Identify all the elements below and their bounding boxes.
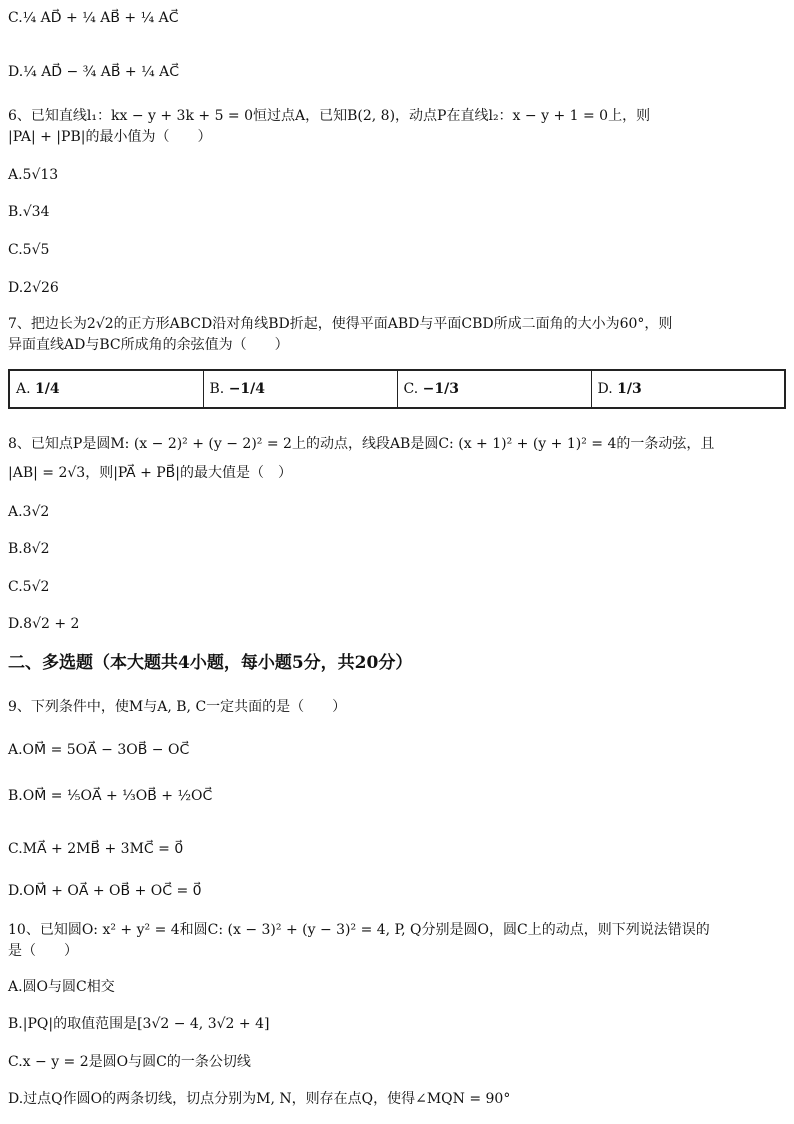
line-q10a: 10、已知圆O: x² + y² = 4和圆C: (x − 3)² + (y − 3)² = 4, P, Q分别是圆O，圆C上的动点，则下列说法错误的 bbox=[8, 922, 710, 938]
option-label: B. bbox=[209, 381, 229, 397]
line-q8A: A.3√2 bbox=[8, 504, 50, 520]
line-q6C: C.5√5 bbox=[8, 242, 50, 258]
option-value: 1/4 bbox=[35, 381, 60, 397]
line-q5c: C.¼ AD⃗ + ¼ AB⃗ + ¼ AC⃗ bbox=[8, 10, 179, 26]
q7-option-c bbox=[397, 370, 591, 408]
line-q10b: 是（ ） bbox=[8, 943, 78, 959]
line-q9: 9、下列条件中，使M与A, B, C一定共面的是（ ） bbox=[8, 699, 347, 715]
option-value: 1/3 bbox=[617, 381, 642, 397]
line-q6D: D.2√26 bbox=[8, 280, 59, 296]
line-q9B: B.OM⃗ = ⅕OA⃗ + ⅓OB⃗ + ½OC⃗ bbox=[8, 788, 213, 804]
q7-option-a bbox=[9, 370, 203, 408]
line-q8B: B.8√2 bbox=[8, 541, 50, 557]
line-sec2: 二、多选题（本大题共4小题，每小题5分，共20分） bbox=[8, 653, 413, 673]
option-label: D. bbox=[597, 381, 618, 397]
line-q10C: C.x − y = 2是圆O与圆C的一条公切线 bbox=[8, 1054, 251, 1070]
line-q8C: C.5√2 bbox=[8, 579, 50, 595]
line-q7a: 7、把边长为2√2的正方形ABCD沿对角线BD折起，使得平面ABD与平面CBD所成二面角的大小为60°，则 bbox=[8, 316, 673, 332]
option-label: C. bbox=[403, 381, 423, 397]
line-q9D: D.OM⃗ + OA⃗ + OB⃗ + OC⃗ = 0⃗ bbox=[8, 883, 202, 899]
line-q5d: D.¼ AD⃗ − ¾ AB⃗ + ¼ AC⃗ bbox=[8, 64, 179, 80]
line-q10A: A.圆O与圆C相交 bbox=[8, 979, 115, 995]
q7-option-d bbox=[591, 370, 785, 408]
option-value: −1/4 bbox=[228, 381, 266, 397]
line-q7b: 异面直线AD与BC所成角的余弦值为（ ） bbox=[8, 337, 289, 353]
line-q10B: B.|PQ|的取值范围是[3√2 − 4, 3√2 + 4] bbox=[8, 1016, 270, 1032]
q7-options-table bbox=[8, 369, 786, 409]
line-q10D: D.过点Q作圆O的两条切线，切点分别为M, N，则存在点Q，使得∠MQN = 90° bbox=[8, 1091, 511, 1107]
line-q9C: C.MA⃗ + 2MB⃗ + 3MC⃗ = 0⃗ bbox=[8, 841, 184, 857]
line-q6B: B.√34 bbox=[8, 204, 50, 220]
q7-option-b bbox=[203, 370, 397, 408]
line-q6b: |PA| + |PB|的最小值为（ ） bbox=[8, 129, 212, 145]
line-q6A: A.5√13 bbox=[8, 167, 59, 183]
line-q6a: 6、已知直线l₁：kx − y + 3k + 5 = 0恒过点A，已知B(2, 8)，动点P在直线l₂：x − y + 1 = 0上，则 bbox=[8, 108, 651, 124]
line-q9A: A.OM⃗ = 5OA⃗ − 3OB⃗ − OC⃗ bbox=[8, 742, 190, 758]
line-q8D: D.8√2 + 2 bbox=[8, 616, 80, 632]
option-value: −1/3 bbox=[422, 381, 459, 397]
option-label: A. bbox=[16, 381, 36, 397]
line-q8a: 8、已知点P是圆M: (x − 2)² + (y − 2)² = 2上的动点，线段AB是圆C: (x + 1)² + (y + 1)² = 4的一条动弦，且 bbox=[8, 436, 715, 452]
line-q8b: |AB| = 2√3，则|PA⃗ + PB⃗|的最大值是（ ） bbox=[8, 465, 292, 481]
